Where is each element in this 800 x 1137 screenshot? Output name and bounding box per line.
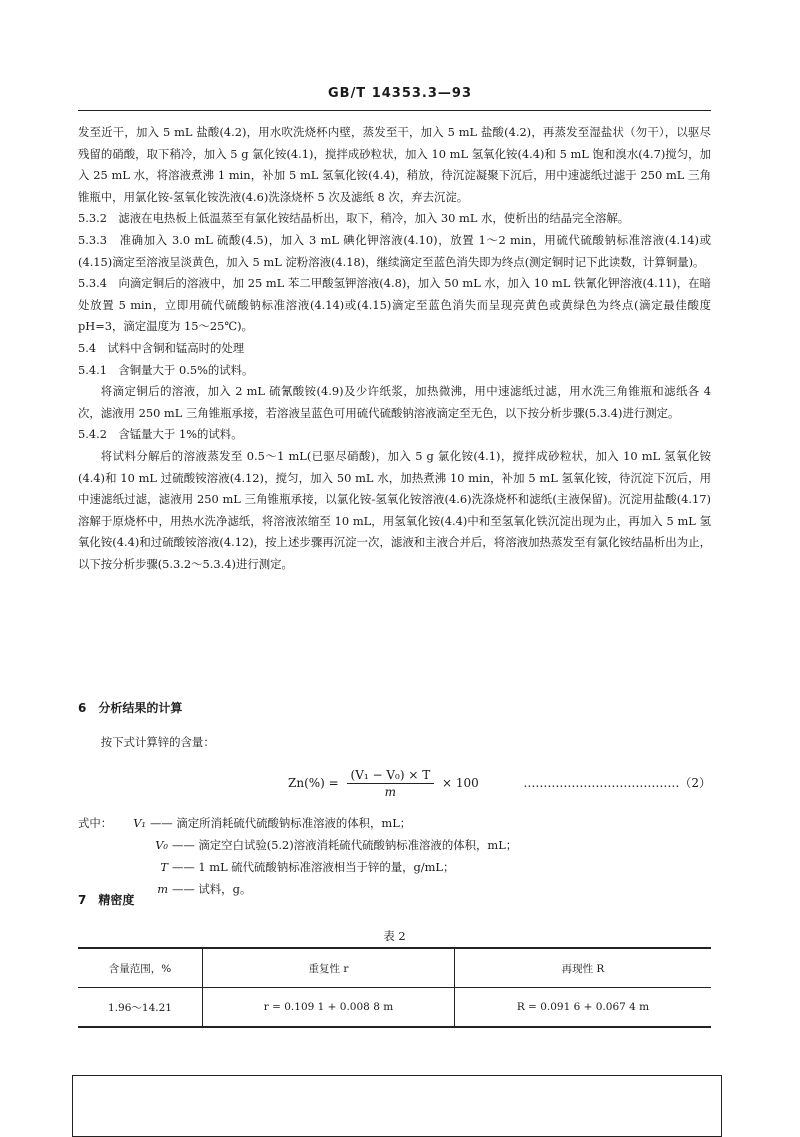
- section-7-block: [78, 890, 711, 912]
- section-6-block: [78, 698, 711, 753]
- formula-fraction: [347, 768, 435, 799]
- cell-content-range: 1.96～14.21: [78, 988, 203, 1028]
- formula-expression: [288, 768, 479, 799]
- clause-5-4-title: 5.4 试料中含铜和锰高时的处理: [78, 340, 245, 355]
- standard-number-header: GB/T 14353.3—93: [327, 86, 473, 101]
- variable-description: —— 1 mL 硫代硫酸钠标准溶液相当于锌的量，g/mL；: [172, 860, 455, 874]
- section-7-heading: 7 精密度: [78, 893, 135, 907]
- column-header-reproducibility: 再现性 R: [454, 948, 711, 988]
- variable-description: —— 滴定所消耗硫代硫酸钠标准溶液的体积，mL；: [150, 816, 412, 830]
- variable-row: [78, 812, 711, 834]
- formula-tail: × 100: [442, 776, 479, 790]
- variable-row: [78, 856, 711, 878]
- clause-5-3-2: 5.3.2 滤液在电热板上低温蒸至有氯化铵结晶析出，取下，稍冷，加入 30 mL 水，使析出的结晶完全溶解。: [78, 211, 630, 226]
- body-text-block: [78, 122, 711, 575]
- cell-reproducibility: R = 0.091 6 + 0.067 4 m: [454, 988, 711, 1028]
- formula-number: …………………………………（2）: [523, 776, 711, 790]
- variable-row: [78, 834, 711, 856]
- table-row: [78, 988, 711, 1028]
- header-divider: [78, 110, 711, 111]
- formula-numerator: (V₁ − V₀) × T: [347, 768, 435, 784]
- footer-frame: [72, 1075, 722, 1137]
- clause-5-4-2-body: 将试料分解后的溶液蒸发至 0.5～1 mL(已驱尽硝酸)，加入 5 g 氯化铵(4.1)，搅拌成砂粒状，加入 10 mL 氢氧化铵(4.4)和 10 mL 过硫酸铵溶液(4.12)，搅匀，加入 50 mL 水，加热煮沸 10 min，补加 5 mL 氢氧化铵，待沉淀下沉后，用中速滤纸过滤，滤液用 250 mL 三角锥瓶承接，以氯化铵-氢氧化铵溶液(4.6)洗涤烧杯和滤纸(主液保留)。沉淀用盐酸(4.17)溶解于原烧杯中，用热水洗净滤纸，将溶液浓缩至 10 mL，用氢氧化铵(4.4)中和至氢氧化铁沉淀出现为止，再加入 5 mL 氢氧化铵(4.4)和过硫酸铵溶液(4.12)，按上述步骤再沉淀一次，滤液和主液合并后，将溶液加热蒸发至有氯化铵结晶析出为止，以下按分析步骤(5.3.2～5.3.4)进行测定。: [78, 448, 711, 571]
- where-label: 式中：: [78, 816, 113, 830]
- table-header-row: [78, 948, 711, 988]
- variable-symbol: V₀: [155, 838, 168, 852]
- section-6-heading: 6 分析结果的计算: [78, 701, 183, 715]
- clause-5-4-2-title: 5.4.2 含锰量大于 1%的试料。: [78, 427, 243, 442]
- formula-intro: 按下式计算锌的含量：: [100, 734, 215, 749]
- variable-definitions: [78, 812, 711, 900]
- paragraph-continued: 发至近干，加入 5 mL 盐酸(4.2)，用水吹洗烧杯内壁，蒸发至干，加入 5 mL 盐酸(4.2)，再蒸发至湿盐状（勿干），以驱尽残留的硝酸，取下稍冷，加入 5 g 氯化铵(4.1)，搅拌成砂粒状，加入 10 mL 氢氧化铵(4.4)和 5 mL 饱和溴水(4.7)搅匀，加入 25 mL 水，将溶液煮沸 1 min，补加 5 mL 氢氧化铵(4.4)，稍放，待沉淀凝聚下沉后，用中速滤纸过滤于 250 mL 三角锥瓶中，用氯化铵-氢氧化铵洗液(4.6)洗涤烧杯 5 次及滤纸 8 次，弃去沉淀。: [78, 125, 711, 204]
- variable-symbol: V₁: [133, 816, 146, 830]
- variable-description: —— 滴定空白试验(5.2)溶液消耗硫代硫酸钠标准溶液的体积，mL；: [172, 838, 518, 852]
- precision-table: [78, 947, 711, 1028]
- formula-denominator: m: [384, 785, 397, 799]
- formula-lhs: Zn(%) =: [288, 776, 339, 790]
- formula-2: [78, 760, 711, 800]
- variable-symbol: m: [157, 882, 168, 896]
- column-header-repeatability: 重复性 r: [203, 948, 455, 988]
- variable-symbol: T: [160, 860, 168, 874]
- clause-5-3-4: 5.3.4 向滴定铜后的溶液中，加 25 mL 苯二甲酸氢钾溶液(4.8)，加入 50 mL 水，加入 10 mL 铁氰化钾溶液(4.11)，在暗处放置 5 min，立即用硫代硫酸钠标准溶液(4.14)或(4.15)滴定至蓝色消失而呈现亮黄色或黄绿色为终点(滴定最佳酸度 pH=3，滴定温度为 15～25℃)。: [78, 276, 711, 334]
- table-caption: 表 2: [383, 929, 406, 943]
- variable-description: —— 试料，g。: [172, 882, 252, 896]
- clause-5-3-3: 5.3.3 准确加入 3.0 mL 硫酸(4.5)，加入 3 mL 碘化钾溶液(4.10)，放置 1～2 min，用硫代硫酸钠标准溶液(4.14)或(4.15)滴定至溶液呈淡黄色，加入 5 mL 淀粉溶液(4.18)，继续滴定至蓝色消失即为终点(测定铜时记下此读数，计算铜量)。: [78, 232, 711, 269]
- clause-5-4-1-body: 将滴定铜后的溶液，加入 2 mL 硫氰酸铵(4.9)及少许纸浆，加热微沸，用中速滤纸过滤，用水洗三角锥瓶和滤纸各 4 次，滤液用 250 mL 三角锥瓶承接，若溶液呈蓝色可用硫代硫酸钠溶液滴定至无色，以下按分析步骤(5.3.4)进行测定。: [78, 384, 711, 420]
- clause-5-4-1-title: 5.4.1 含铜量大于 0.5%的试料。: [78, 362, 254, 377]
- cell-repeatability: r = 0.109 1 + 0.008 8 m: [203, 988, 455, 1028]
- column-header-content-range: 含量范围，%: [78, 948, 203, 988]
